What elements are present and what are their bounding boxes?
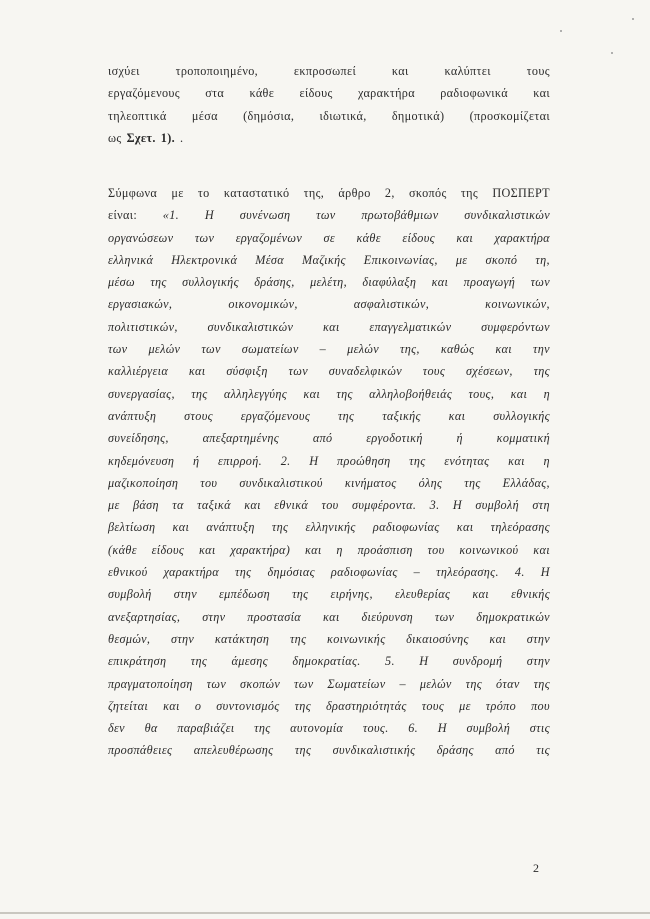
text-line: είναι: «1. Η συνένωση των πρωτοβάθμιων συνδικαλιστικών [108,208,550,223]
text-line: μαζικοποίηση του συνδικαλιστικού κινήματος όλης της Ελλάδας, [108,475,550,490]
text-line: εργαζόμενους στα κάθε είδους χαρακτήρα ραδιοφωνικά και [108,86,550,101]
text-line: μέσω της συλλογικής δράσης, μελέτη, διαφύλαξη και προαγωγή των [108,275,550,290]
paragraph-2 [108,186,550,766]
paragraph-1 [108,64,550,153]
text-line: πολιτιστικών, συνδικαλιστικών και επαγγελματικών συμφερόντων [108,319,550,334]
scan-bottom-edge [0,912,650,914]
text-line: ως Σχετ. 1). . [108,130,184,145]
text-line: (κάθε είδους και χαρακτήρα) και η προάσπιση του κοινωνικού και [108,542,550,557]
text-line: εργασιακών, οικονομικών, ασφαλιστικών, κοινωνικών, [108,297,550,312]
text-line: επικράτηση της άμεσης δημοκρατίας. 5. Η συνδρομή στην [108,654,550,669]
text-line: καλλιέργεια και σύσφιξη των συναδελφικών τους σχέσεων, της [108,364,550,379]
text-line: οργανώσεων των εργαζομένων σε κάθε είδους και χαρακτήρα [108,230,550,245]
scan-speck [632,18,634,20]
text-line: ανάπτυξη στους εργαζόμενους της ταξικής και συλλογικής [108,408,550,423]
text-line: εθνικού χαρακτήρα της δημόσιας ραδιοφωνίας – τηλεόρασης. 4. Η [108,565,550,580]
text-line: δεν θα παραβιάζει της αυτονομία τους. 6. Η συμβολή στις [108,721,550,736]
text-line: ελληνικά Ηλεκτρονικά Μέσα Μαζικής Επικοινωνίας, με σκοπό τη, [108,252,550,267]
page-number: 2 [533,861,539,875]
text-line: ανεξαρτησίας, στην προστασία και διεύρυνση των δημοκρατικών [108,609,550,624]
text-line: συνείδησης, απεξαρτημένης από εργοδοτική ή κομματική [108,431,550,446]
text-line: συνεργασίας, της αλληλεγγύης και της αλληλοβοήθειάς τους, και η [108,386,550,401]
text-line: προσπάθειες απελευθέρωσης της συνδικαλιστικής δράσης από τις [108,743,550,758]
text-line: κηδεμόνευση ή επιρροή. 2. Η προώθηση της ενότητας και η [108,453,550,468]
text-line: των μελών των σωματείων – μελών της, καθώς και την [108,342,550,357]
text-line: Σύμφωνα με το καταστατικό της, άρθρο 2, σκοπός της ΠΟΣΠΕΡΤ [108,186,550,200]
text-line: συμβολή στην εμπέδωση της ειρήνης, ελευθερίας και εθνικής [108,587,550,602]
text-line: θεσμών, στην κατάκτηση της κοινωνικής δικαιοσύνης και στην [108,631,550,646]
text-line: πραγματοποίηση των σκοπών των Σωματείων – μελών της όταν της [108,676,550,691]
text-line: με βάση τα ταξικά και εθνικά του συμφέροντα. 3. Η συμβολή στη [108,498,550,513]
scan-speck [611,52,613,54]
scan-speck [560,30,562,32]
text-line: ισχύει τροποποιημένο, εκπροσωπεί και καλύπτει τους [108,64,550,78]
text-line: τηλεοπτικά μέσα (δημόσια, ιδιωτικά, δημοτικά) (προσκομίζεται [108,108,550,123]
text-line: ζητείται και ο συντονισμός της δραστηριότητάς τους με τρόπο που [108,698,550,713]
text-line: βελτίωση και ανάπτυξη της ελληνικής ραδιοφωνίας και τηλεόρασης [108,520,550,535]
